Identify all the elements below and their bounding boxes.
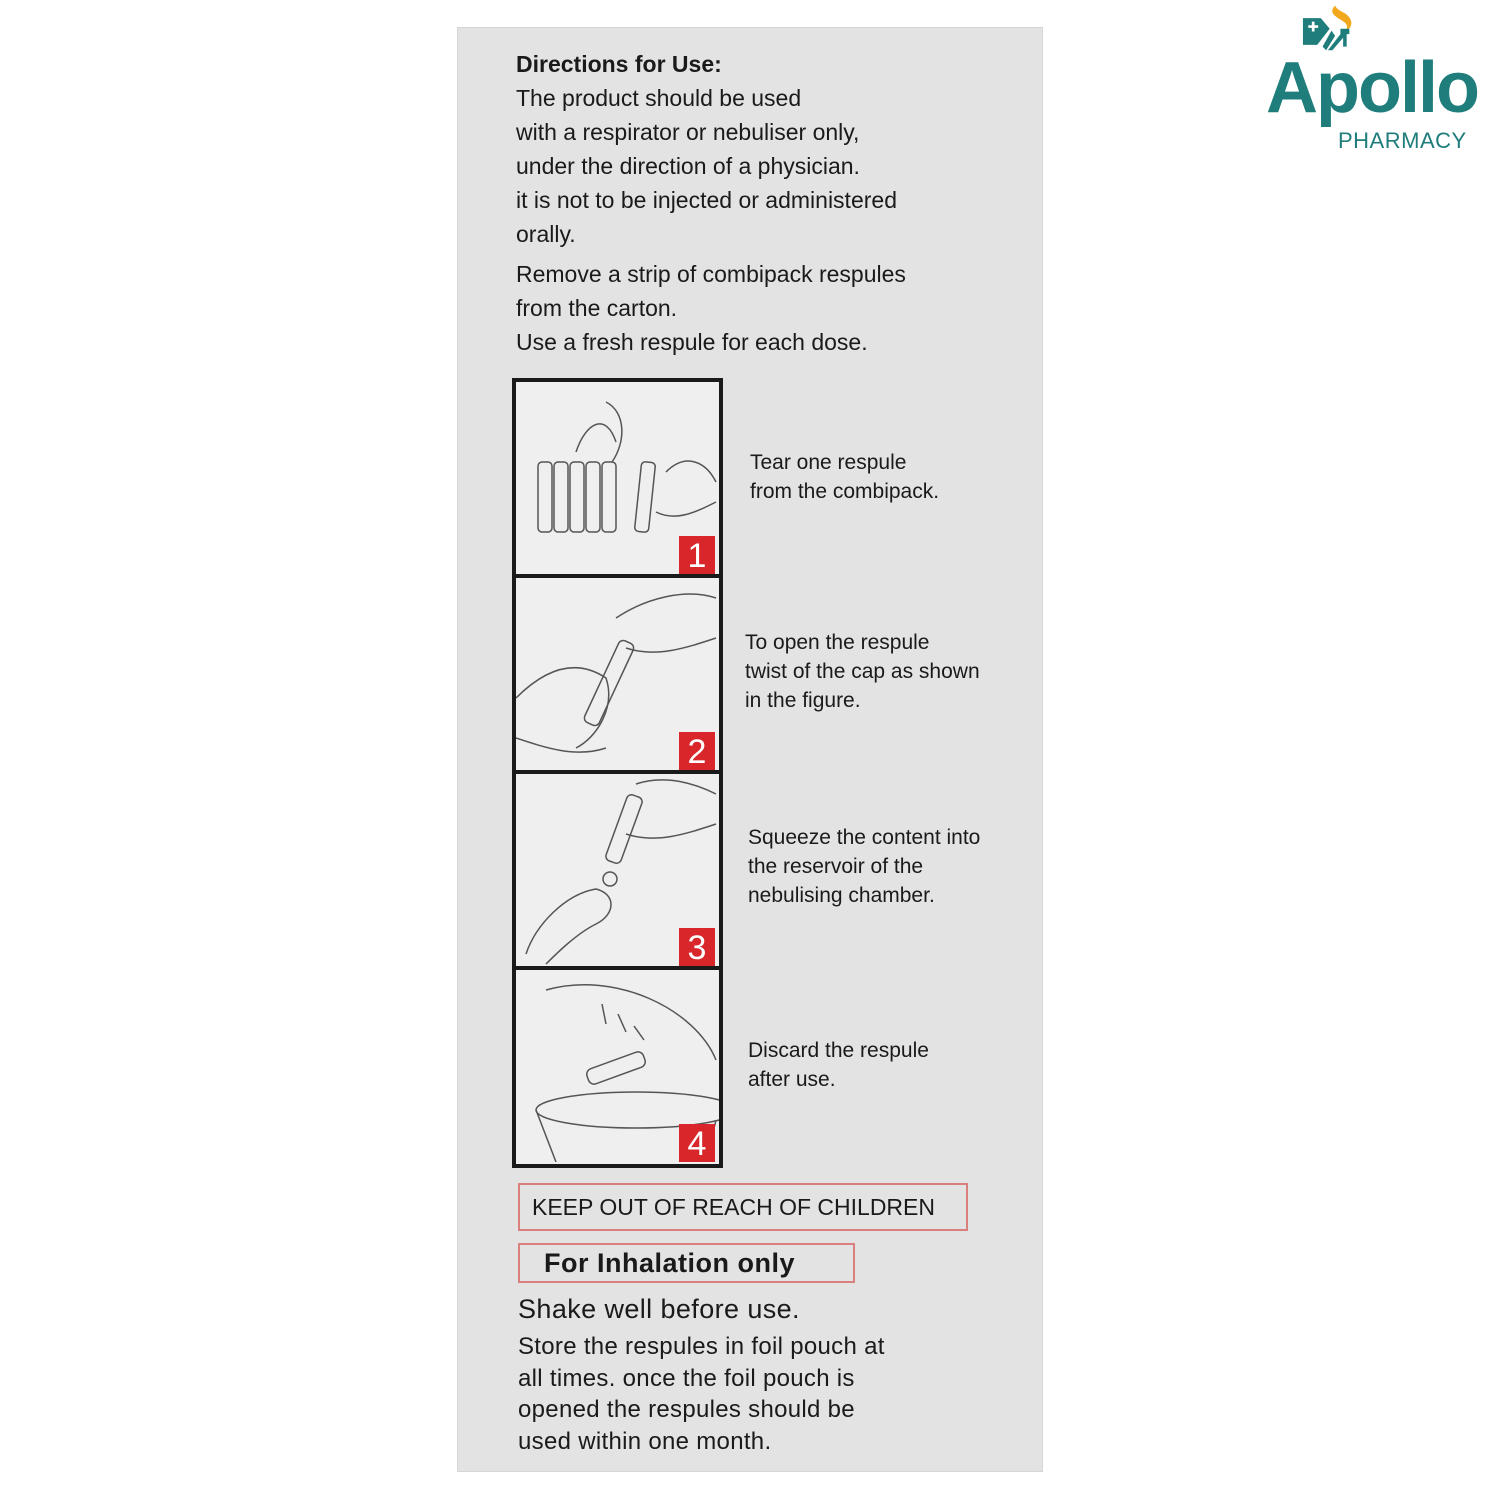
- step-4-text: [748, 1036, 929, 1094]
- step-1-text: [750, 448, 939, 506]
- storage-line: opened the respules should be: [518, 1396, 855, 1423]
- directions-line: Remove a strip of combipack respules: [516, 261, 906, 287]
- step-3-panel: [516, 774, 719, 970]
- step-text-line: after use.: [748, 1068, 836, 1091]
- storage-line: used within one month.: [518, 1427, 772, 1455]
- keep-out-of-reach-warning: KEEP OUT OF REACH OF CHILDREN: [518, 1183, 968, 1231]
- carton-panel: [457, 27, 1043, 1472]
- step-text-line: from the combipack.: [750, 480, 940, 503]
- step-text-line: Discard the respule: [748, 1039, 929, 1062]
- logo-brand: Apollo: [1266, 48, 1478, 128]
- directions-line: orally.: [516, 221, 576, 247]
- step-text-line: To open the respule: [745, 631, 930, 654]
- step-number: 4: [679, 1124, 715, 1162]
- directions-line: Use a fresh respule for each dose.: [516, 329, 868, 355]
- step-text-line: Tear one respule: [750, 451, 907, 474]
- step-1-panel: [516, 382, 719, 578]
- step-text-line: Squeeze the content into: [748, 826, 981, 849]
- step-number: 2: [679, 732, 715, 770]
- step-3-text: [748, 823, 980, 910]
- apollo-pharmacy-logo: [1266, 2, 1486, 156]
- step-4-panel: [516, 970, 719, 1162]
- directions-line: with a respirator or nebuliser only,: [516, 119, 860, 145]
- logo-sub: PHARMACY: [1338, 128, 1467, 153]
- step-text-line: nebulising chamber.: [748, 884, 935, 907]
- step-2-panel: [516, 578, 719, 774]
- steps-illustration: [512, 378, 723, 1168]
- directions-line: under the direction of a physician.: [516, 153, 860, 179]
- directions-line: The product should be used: [516, 85, 802, 111]
- logo-emblem-icon: [1294, 2, 1394, 52]
- step-number: 1: [679, 536, 715, 574]
- directions-section: [516, 47, 906, 359]
- step-text-line: twist of the cap as shown: [745, 660, 980, 683]
- step-2-text: [745, 628, 980, 715]
- shake-instruction: Shake well before use.: [518, 1294, 800, 1324]
- step-number: 3: [679, 928, 715, 966]
- directions-heading: Directions for Use:: [516, 51, 722, 77]
- directions-line: it is not to be injected or administered: [516, 187, 897, 213]
- storage-instructions: [518, 1331, 885, 1457]
- storage-line: Store the respules in foil pouch at: [518, 1333, 885, 1360]
- storage-line: all times. once the foil pouch is: [518, 1364, 855, 1392]
- step-text-line: the reservoir of the: [748, 855, 924, 878]
- inhalation-only-label: For Inhalation only: [518, 1243, 855, 1283]
- directions-line: from the carton.: [516, 295, 678, 321]
- step-text-line: in the figure.: [745, 689, 861, 712]
